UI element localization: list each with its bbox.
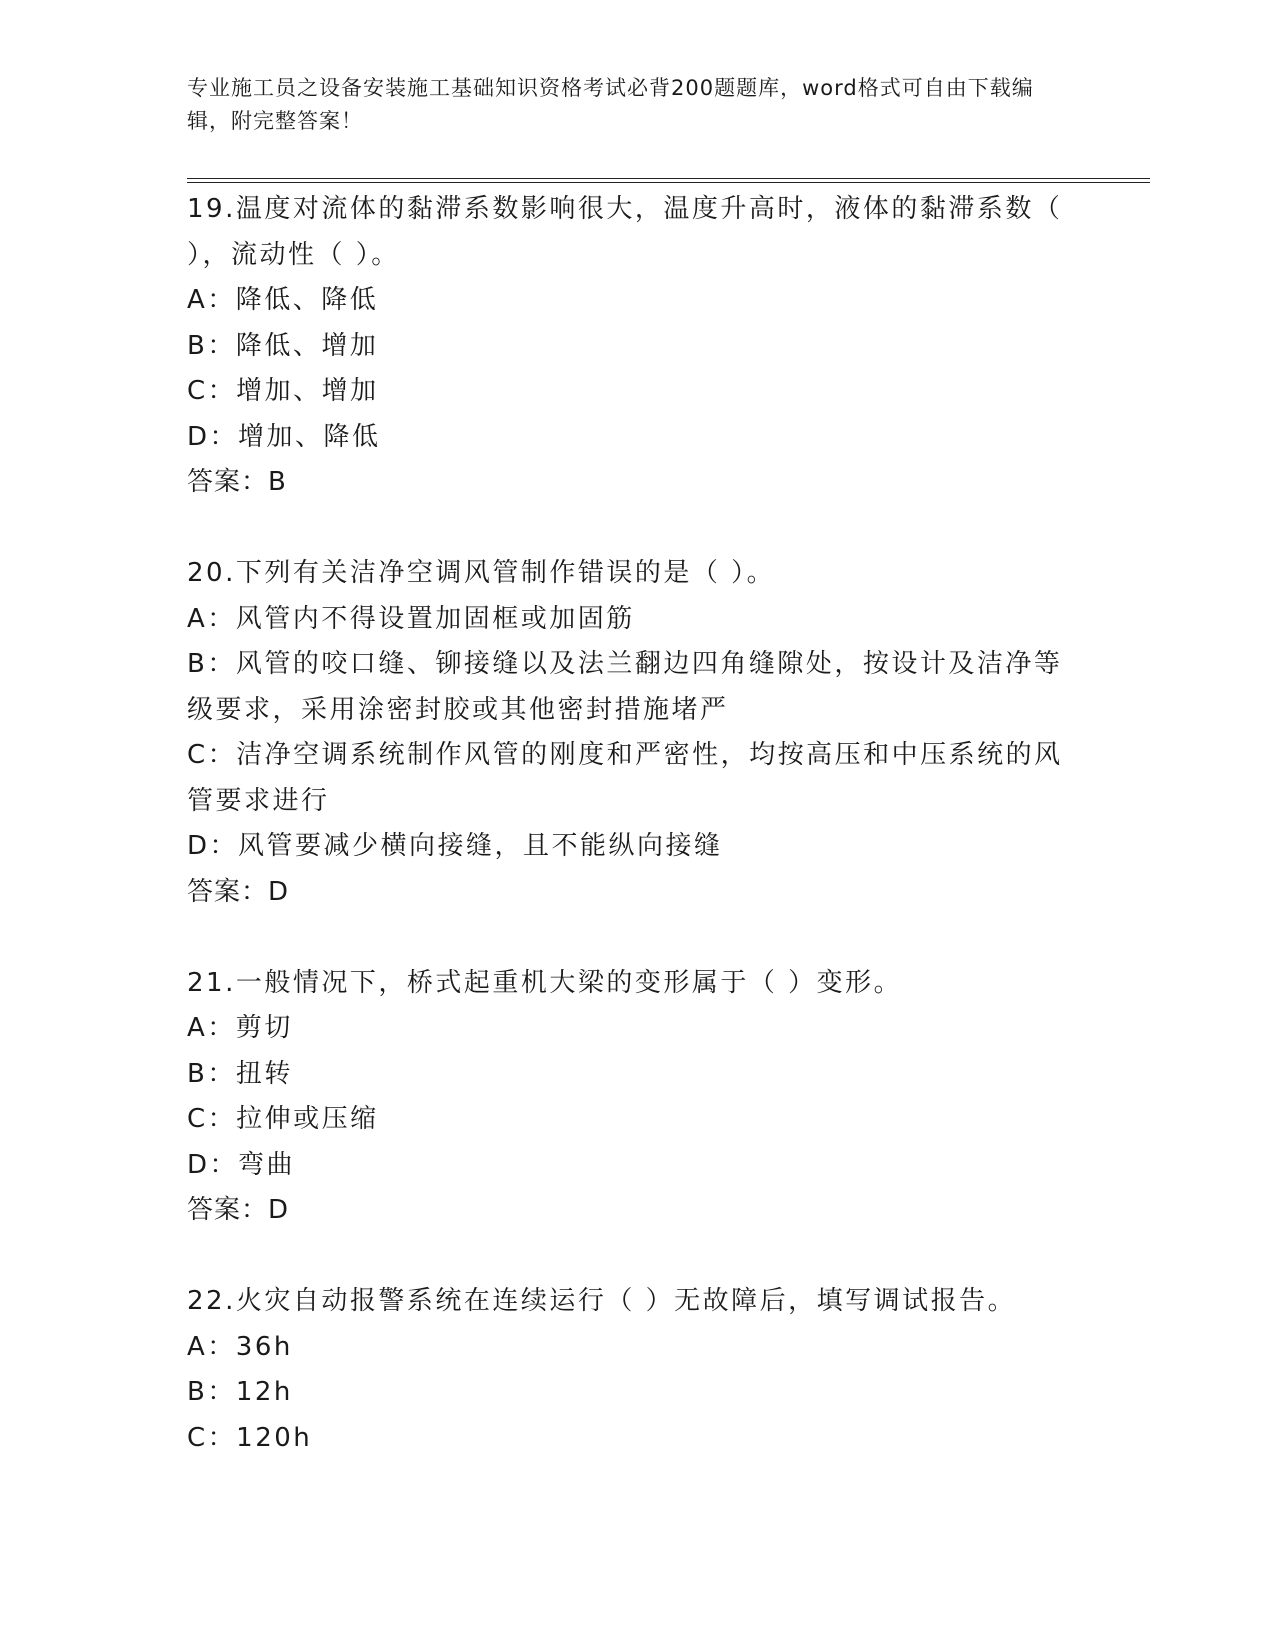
- header-divider-bottom: [187, 182, 1150, 183]
- question-stem: 20.下列有关洁净空调风管制作错误的是（ ）。: [187, 558, 776, 588]
- document-header: 专业施工员之设备安装施工基础知识资格考试必背200题题库，word格式可自由下载编辑，附完整答案！: [187, 76, 1034, 133]
- question-22: [187, 1279, 1087, 1461]
- answer: 答案：D: [187, 876, 290, 907]
- header-divider-top: [187, 178, 1150, 179]
- option-b: B：降低、增加: [187, 330, 379, 361]
- question-19: [187, 187, 1087, 506]
- question-21: [187, 961, 1087, 1234]
- option-a: A：36h: [187, 1331, 293, 1362]
- option-c: C：洁净空调系统制作风管的刚度和严密性，均按高压和中压系统的风管要求进行: [187, 740, 1063, 816]
- question-20: [187, 551, 1087, 915]
- question-stem: 19.温度对流体的黏滞系数影响很大，温度升高时，液体的黏滞系数（ ），流动性（ ）。: [187, 194, 1063, 270]
- answer: 答案：D: [187, 1195, 290, 1225]
- option-a: A：剪切: [187, 1013, 293, 1043]
- option-d: D：风管要减少横向接缝，且不能纵向接缝: [187, 831, 723, 861]
- question-stem: 21.一般情况下，桥式起重机大梁的变形属于（ ）变形。: [187, 967, 903, 998]
- option-a: A：风管内不得设置加固框或加固筋: [187, 603, 635, 634]
- option-d: D：增加、降低: [187, 421, 381, 452]
- option-a: A：降低、降低: [187, 285, 379, 315]
- option-d: D：弯曲: [187, 1149, 296, 1180]
- option-b: B：12h: [187, 1377, 293, 1407]
- option-b: B：扭转: [187, 1058, 293, 1089]
- question-list: [187, 187, 1087, 1461]
- option-c: C：增加、增加: [187, 376, 379, 406]
- question-stem: 22.火灾自动报警系统在连续运行（ ）无故障后，填写调试报告。: [187, 1286, 1017, 1316]
- option-c: C：120h: [187, 1422, 313, 1453]
- answer: 答案：B: [187, 467, 287, 497]
- option-b: B：风管的咬口缝、铆接缝以及法兰翻边四角缝隙处，按设计及洁净等级要求，采用涂密封胶或其他密封措施堵严: [187, 649, 1063, 725]
- option-c: C：拉伸或压缩: [187, 1104, 379, 1134]
